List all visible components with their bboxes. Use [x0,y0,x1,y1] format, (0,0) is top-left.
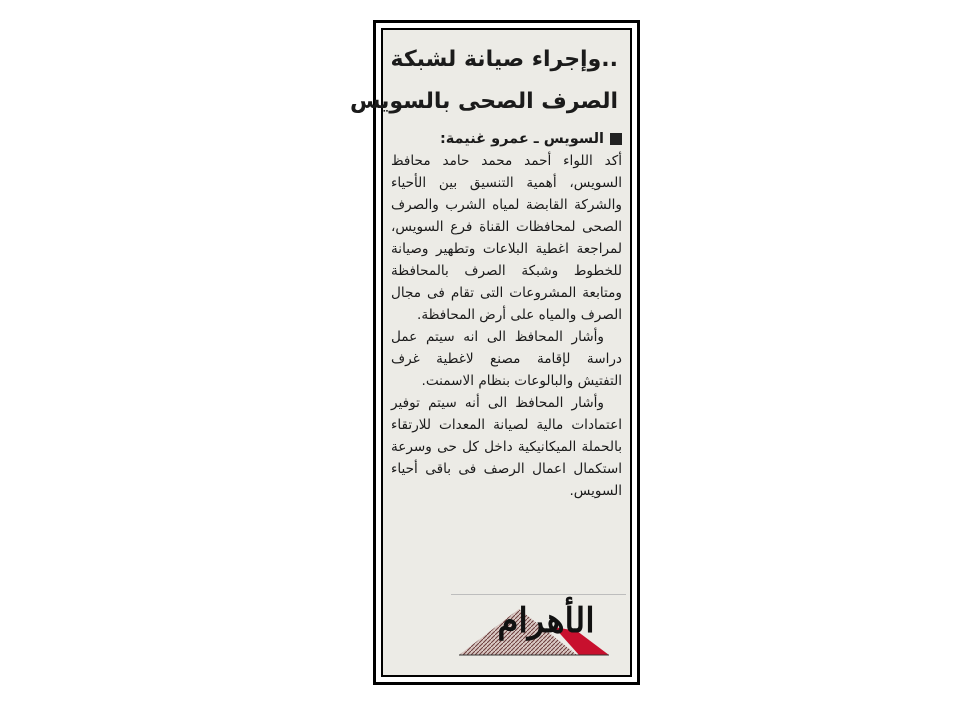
headline-line-2: الصرف الصحى بالسويس [350,89,618,114]
newspaper-article [350,36,622,587]
newspaper-logo [451,594,626,671]
clipping-frame-inner [350,28,632,677]
article-paragraph-3: وأشار المحافظ الى أنه سيتم توفير اعتمادات مالية لصيانة المعدات للارتقاء بالحملة الميكانيكية داخل كل حى وسرعة استكمال اعمال الرصف فى باقى أحياء السويس. [391,395,622,499]
headline-line-1: ..وإجراء صيانة لشبكة [390,47,618,72]
article-paragraph-2: وأشار المحافظ الى انه سيتم عمل دراسة لإقامة مصنع لاغطية غرف التفتيش والبالوعات بنظام الاسمنت. [391,329,622,389]
clipping-frame-outer [350,20,640,685]
byline [391,128,622,150]
logo-wordmark: الأهرام [497,601,595,641]
byline-text: السويس ـ عمرو غنيمة: [439,131,604,147]
square-bullet-icon [610,133,622,145]
article-paragraph-1: أكد اللواء أحمد محمد حامد محافظ السويس، أهمية التنسيق بين الأحياء والشركة القابضة لمياه الشرب والصرف الصحى لمحافظات القناة فرع السويس، لمراجعة اغطية البلاعات وتطهير وصيانة للخطوط وشبكة الصرف بالمحافظة ومتابعة المشروعات التى تقام فى مجال الصرف والمياه على أرض المحافظة. [391,153,622,323]
